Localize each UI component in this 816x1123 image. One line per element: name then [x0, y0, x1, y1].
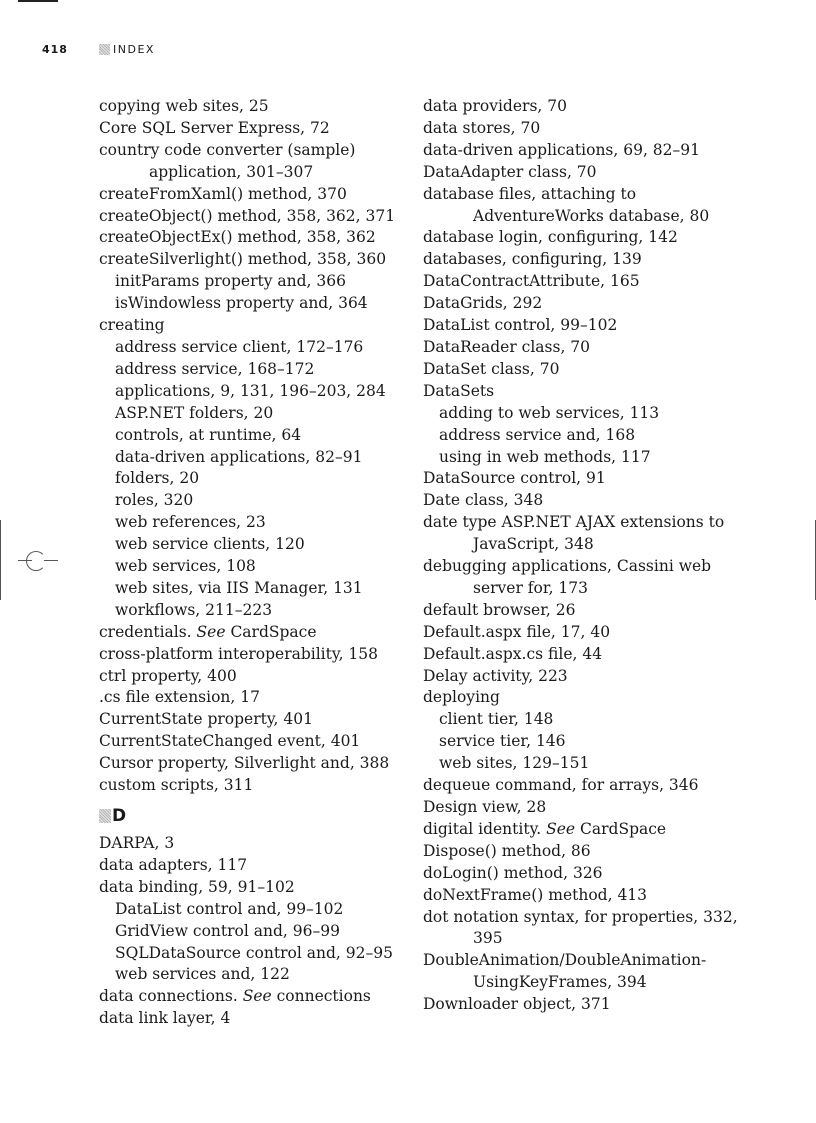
index-entry: data providers, 70 — [423, 97, 567, 115]
index-entry: doNextFrame() method, 413 — [423, 885, 648, 904]
index-column-right — [423, 96, 738, 1016]
see-reference: See — [546, 819, 576, 838]
index-entry: DataGrids, 292 — [423, 294, 543, 313]
index-entry: country code converter (sample) — [99, 140, 356, 159]
section-marker-icon — [99, 44, 110, 55]
index-entry: createSilverlight() method, 358, 360 — [99, 250, 387, 269]
index-entry: dot notation syntax, for properties, 332, — [423, 907, 738, 926]
index-entry-term: digital identity. — [423, 819, 547, 838]
index-entry: data stores, 70 — [423, 118, 541, 137]
letter-marker-icon — [99, 809, 111, 823]
index-entry: CurrentState property, 401 — [99, 710, 313, 729]
registration-mark-icon — [26, 551, 46, 571]
see-target: CardSpace — [225, 622, 317, 641]
page-number: 418 — [42, 43, 68, 56]
index-entry: doLogin() method, 326 — [423, 863, 603, 882]
index-subentry: web service clients, 120 — [115, 535, 305, 554]
index-entry: default browser, 26 — [423, 600, 576, 619]
registration-line-left — [18, 560, 32, 561]
index-subentry: address service client, 172–176 — [115, 337, 364, 356]
index-subentry: web sites, 129–151 — [439, 754, 590, 773]
index-entry: DataSet class, 70 — [423, 359, 560, 378]
index-entry: Core SQL Server Express, 72 — [99, 118, 330, 137]
index-entry: Default.aspx file, 17, 40 — [423, 622, 611, 641]
index-entry: data-driven applications, 69, 82–91 — [423, 140, 701, 159]
index-entry: createFromXaml() method, 370 — [99, 184, 347, 203]
index-entry: Cursor property, Silverlight and, 388 — [99, 754, 390, 773]
index-subentry: roles, 320 — [115, 491, 194, 510]
index-entry: createObject() method, 358, 362, 371 — [99, 206, 396, 225]
index-entry: DARPA, 3 — [99, 834, 175, 852]
index-entry: cross-platform interoperability, 158 — [99, 644, 379, 663]
index-subentry: folders, 20 — [115, 469, 200, 488]
index-entry-term: data connections. — [99, 987, 243, 1006]
index-subentry: applications, 9, 131, 196–203, 284 — [115, 381, 386, 400]
index-entry: data link layer, 4 — [99, 1009, 231, 1028]
index-entry: createObjectEx() method, 358, 362 — [99, 228, 376, 247]
index-entry: Date class, 348 — [423, 491, 544, 510]
index-subentry: web references, 23 — [115, 513, 266, 532]
index-entry: database files, attaching to — [423, 184, 637, 203]
index-entry: custom scripts, 311 — [99, 776, 254, 795]
index-subentry: controls, at runtime, 64 — [115, 425, 302, 444]
index-subentry: ASP.NET folders, 20 — [115, 403, 274, 422]
index-subentry: DataList control and, 99–102 — [115, 899, 344, 918]
section-title: INDEX — [113, 43, 155, 56]
index-entry-continuation: JavaScript, 348 — [473, 535, 594, 554]
index-entry: Downloader object, 371 — [423, 995, 611, 1014]
index-entry: database login, configuring, 142 — [423, 228, 678, 247]
index-entry: creating — [99, 316, 165, 335]
index-entry: CurrentStateChanged event, 401 — [99, 732, 361, 751]
index-entry: DataReader class, 70 — [423, 337, 591, 356]
index-entry: Default.aspx.cs file, 44 — [423, 644, 603, 663]
index-entry — [99, 622, 399, 644]
index-subentry: adding to web services, 113 — [439, 403, 660, 422]
index-entry: Design view, 28 — [423, 798, 547, 816]
index-entry — [99, 986, 399, 1008]
index-entry-continuation: 395 — [473, 929, 503, 948]
top-rule — [18, 0, 58, 2]
index-entry: date type ASP.NET AJAX extensions to — [423, 513, 725, 532]
index-entry: DoubleAnimation/DoubleAnimation- — [423, 951, 707, 970]
index-entry-continuation: application, 301–307 — [149, 162, 314, 181]
index-entry: DataAdapter class, 70 — [423, 162, 597, 181]
index-entry-continuation: server for, 173 — [473, 578, 589, 597]
index-entry: data binding, 59, 91–102 — [99, 877, 295, 896]
index-entry: copying web sites, 25 — [99, 97, 269, 115]
index-subentry: web services and, 122 — [115, 965, 290, 984]
index-subentry: address service, 168–172 — [115, 359, 315, 378]
see-target: CardSpace — [575, 819, 667, 838]
see-target: connections — [271, 987, 371, 1006]
index-entry: deploying — [423, 688, 500, 707]
index-entry: DataList control, 99–102 — [423, 316, 618, 335]
index-subentry: GridView control and, 96–99 — [115, 921, 340, 940]
index-entry: Delay activity, 223 — [423, 666, 568, 685]
index-subentry: client tier, 148 — [439, 710, 554, 729]
index-subentry: initParams property and, 366 — [115, 272, 346, 291]
index-subentry: address service and, 168 — [439, 425, 636, 444]
crop-mark-left — [0, 520, 1, 600]
index-entry: databases, configuring, 139 — [423, 250, 642, 269]
index-column-left — [99, 96, 399, 1030]
index-subentry: data-driven applications, 82–91 — [115, 447, 363, 466]
index-entry: ctrl property, 400 — [99, 666, 237, 685]
index-subentry: using in web methods, 117 — [439, 447, 651, 466]
index-entry: .cs file extension, 17 — [99, 688, 260, 707]
index-subentry: isWindowless property and, 364 — [115, 294, 368, 313]
index-entry: DataContractAttribute, 165 — [423, 272, 640, 291]
index-entry-term: credentials. — [99, 622, 197, 641]
index-entry: dequeue command, for arrays, 346 — [423, 776, 699, 795]
index-entry: data adapters, 117 — [99, 855, 248, 874]
letter-heading-text: D — [112, 806, 127, 826]
index-entry-continuation: UsingKeyFrames, 394 — [473, 973, 647, 992]
index-subentry: SQLDataSource control and, 92–95 — [115, 943, 393, 962]
index-entry: debugging applications, Cassini web — [423, 557, 712, 576]
registration-line-right — [44, 560, 58, 561]
see-reference: See — [196, 622, 226, 641]
letter-heading — [99, 805, 399, 827]
index-entry: DataSets — [423, 381, 495, 400]
see-reference: See — [242, 987, 272, 1006]
index-subentry: web services, 108 — [115, 557, 256, 576]
index-entry: DataSource control, 91 — [423, 469, 606, 488]
index-subentry: web sites, via IIS Manager, 131 — [115, 578, 363, 597]
index-subentry: workflows, 211–223 — [115, 600, 273, 619]
index-entry-continuation: AdventureWorks database, 80 — [473, 206, 710, 225]
index-entry — [423, 819, 723, 841]
index-entry: Dispose() method, 86 — [423, 841, 591, 860]
index-subentry: service tier, 146 — [439, 732, 566, 751]
